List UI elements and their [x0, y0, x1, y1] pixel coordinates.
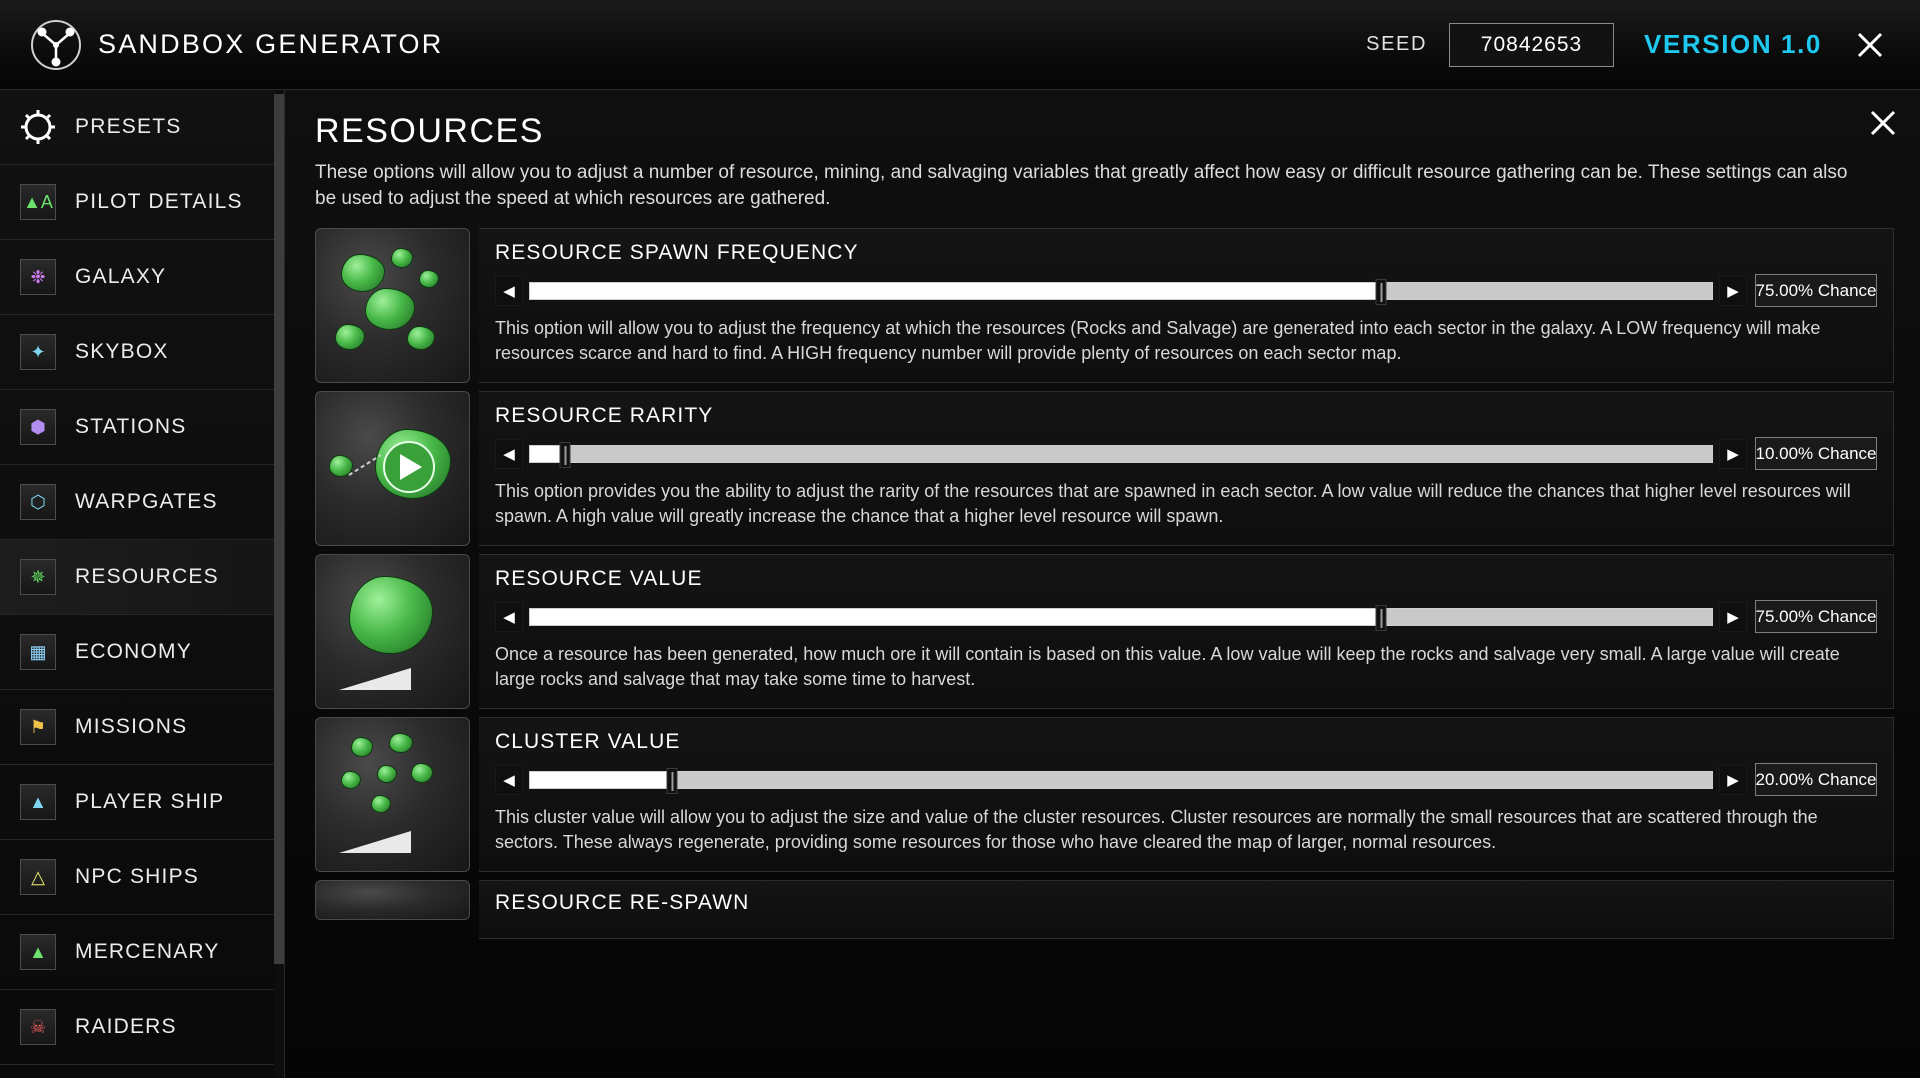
sidebar-item-raiders[interactable] — [0, 990, 284, 1065]
option-description: This option provides you the ability to adjust the rarity of the resources that are spawned in each sector. A low value will reduce the chances that higher level resources will spawn. A high value will greatly increase the chance that a higher level resource will spawn. — [495, 481, 1851, 526]
option-value[interactable]: 75.00% Chance — [1755, 274, 1877, 307]
sidebar-item-label: WARPGATES — [75, 490, 218, 513]
option-label: RESOURCE VALUE — [495, 567, 703, 591]
sidebar-item-npc-ships[interactable] — [0, 840, 284, 915]
sidebar-item-label: STATIONS — [75, 415, 187, 438]
slider-decrease-button[interactable]: ◀ — [495, 765, 523, 795]
option-body — [479, 391, 1894, 546]
window-body — [0, 90, 1920, 1078]
slider-handle[interactable] — [1376, 279, 1387, 305]
slider-track[interactable] — [529, 282, 1713, 300]
version-label: VERSION 1.0 — [1644, 29, 1822, 59]
sidebar-item-stations[interactable] — [0, 390, 284, 465]
window-close-button[interactable] — [1850, 25, 1890, 65]
option-value[interactable]: 20.00% Chance — [1755, 763, 1877, 796]
slider-increase-button[interactable]: ▶ — [1719, 765, 1747, 795]
sidebar-item-label: RESOURCES — [75, 565, 219, 588]
option-label: RESOURCE RE-SPAWN — [495, 891, 750, 915]
option-body — [479, 717, 1894, 872]
title-bar — [0, 0, 1920, 90]
section-description: These options will allow you to adjust a number of resource, mining, and salvaging variables that greatly affect how easy or difficult resource gathering can be. These settings can also be used to adjust the speed at which resources are gathered. — [315, 162, 1848, 210]
resources-icon: ✵ — [18, 557, 58, 597]
sidebar-item-mercenary[interactable] — [0, 915, 284, 990]
economy-icon: ▦ — [18, 632, 58, 672]
player-ship-icon: ▲ — [18, 782, 58, 822]
sidebar-item-label: PILOT DETAILS — [75, 190, 243, 213]
gear-icon — [18, 107, 58, 147]
slider-increase-button[interactable]: ▶ — [1719, 439, 1747, 469]
skybox-icon: ✦ — [18, 332, 58, 372]
slider-handle[interactable] — [1376, 605, 1387, 631]
main-panel — [285, 90, 1920, 1078]
slider-decrease-button[interactable]: ◀ — [495, 276, 523, 306]
slider-increase-button[interactable]: ▶ — [1719, 602, 1747, 632]
slider-decrease-button[interactable]: ◀ — [495, 602, 523, 632]
warpgate-icon: ⬡ — [18, 482, 58, 522]
slider-handle[interactable] — [560, 442, 571, 468]
option-resource-rarity — [315, 391, 1920, 546]
sidebar-item-presets[interactable] — [0, 90, 284, 165]
resource-value-thumb — [315, 554, 470, 709]
missions-icon: ⚑ — [18, 707, 58, 747]
sidebar-scrollbar[interactable] — [274, 90, 284, 1078]
option-description: This cluster value will allow you to adjust the size and value of the cluster resources. Cluster resources are normally the small resources that are scattered through the sectors. These always regenerate, providing some resources for those who have cleared the map of larger, normal resources. — [495, 807, 1818, 852]
option-description: This option will allow you to adjust the frequency at which the resources (Rocks and Salvage) are generated into each sector in the galaxy. A LOW frequency will make resources scarce and hard to find. A HIGH frequency number will provide plenty of resources on each sector map. — [495, 318, 1821, 363]
option-body — [479, 554, 1894, 709]
option-resource-respawn — [315, 880, 1920, 939]
option-value[interactable]: 10.00% Chance — [1755, 437, 1877, 470]
resource-rarity-thumb — [315, 391, 470, 546]
mercenary-icon: ▲ — [18, 932, 58, 972]
seed-input[interactable]: 70842653 — [1449, 23, 1614, 67]
sidebar-item-label: SKYBOX — [75, 340, 169, 363]
sidebar-scroll-thumb[interactable] — [274, 94, 284, 964]
resource-respawn-thumb — [315, 880, 470, 920]
sidebar-item-label: MISSIONS — [75, 715, 188, 738]
sidebar-item-missions[interactable] — [0, 690, 284, 765]
slider-handle[interactable] — [666, 768, 677, 794]
sidebar-item-economy[interactable] — [0, 615, 284, 690]
station-icon: ⬢ — [18, 407, 58, 447]
sidebar-item-galaxy[interactable] — [0, 240, 284, 315]
sidebar-item-label: PRESETS — [75, 115, 182, 138]
sidebar-item-label: PLAYER SHIP — [75, 790, 225, 813]
sidebar-item-label: MERCENARY — [75, 940, 220, 963]
sidebar-list — [0, 90, 284, 1065]
seed-label: SEED — [1366, 33, 1427, 55]
slider-row — [495, 274, 1877, 307]
panel-close-button[interactable] — [1864, 104, 1902, 142]
slider-decrease-button[interactable]: ◀ — [495, 439, 523, 469]
slider-row — [495, 600, 1877, 633]
slider-row — [495, 437, 1877, 470]
slider-row — [495, 763, 1877, 796]
slider-increase-button[interactable]: ▶ — [1719, 276, 1747, 306]
option-label: RESOURCE SPAWN FREQUENCY — [495, 241, 859, 265]
sidebar-item-label: NPC SHIPS — [75, 865, 199, 888]
sidebar-item-pilot-details[interactable] — [0, 165, 284, 240]
sidebar-item-label: ECONOMY — [75, 640, 192, 663]
section-title: RESOURCES — [315, 112, 544, 150]
raiders-icon: ☠ — [18, 1007, 58, 1047]
slider-track[interactable] — [529, 771, 1713, 789]
option-description: Once a resource has been generated, how much ore it will contain is based on this value. A low value will keep the rocks and salvage very small. A large value will create large rocks and salvage that may take some time to harvest. — [495, 644, 1840, 689]
option-resource-spawn-frequency — [315, 228, 1920, 383]
sidebar — [0, 90, 285, 1078]
sidebar-item-label: RAIDERS — [75, 1015, 177, 1038]
option-cluster-value — [315, 717, 1920, 872]
option-value[interactable]: 75.00% Chance — [1755, 600, 1877, 633]
option-resource-value — [315, 554, 1920, 709]
resource-cluster-thumb — [315, 228, 470, 383]
sidebar-item-player-ship[interactable] — [0, 765, 284, 840]
sidebar-item-skybox[interactable] — [0, 315, 284, 390]
network-node-icon — [28, 17, 84, 73]
option-body — [479, 880, 1894, 939]
option-label: CLUSTER VALUE — [495, 730, 681, 754]
option-body — [479, 228, 1894, 383]
sidebar-item-label: GALAXY — [75, 265, 167, 288]
galaxy-icon: ❉ — [18, 257, 58, 297]
slider-track[interactable] — [529, 445, 1713, 463]
sidebar-item-warpgates[interactable] — [0, 465, 284, 540]
option-label: RESOURCE RARITY — [495, 404, 714, 428]
options-list — [315, 228, 1920, 915]
slider-track[interactable] — [529, 608, 1713, 626]
sidebar-item-resources[interactable] — [0, 540, 284, 615]
cluster-value-thumb — [315, 717, 470, 872]
npc-ships-icon: △ — [18, 857, 58, 897]
page-title: SANDBOX GENERATOR — [98, 29, 444, 59]
pilot-icon: ▲A — [18, 182, 58, 222]
